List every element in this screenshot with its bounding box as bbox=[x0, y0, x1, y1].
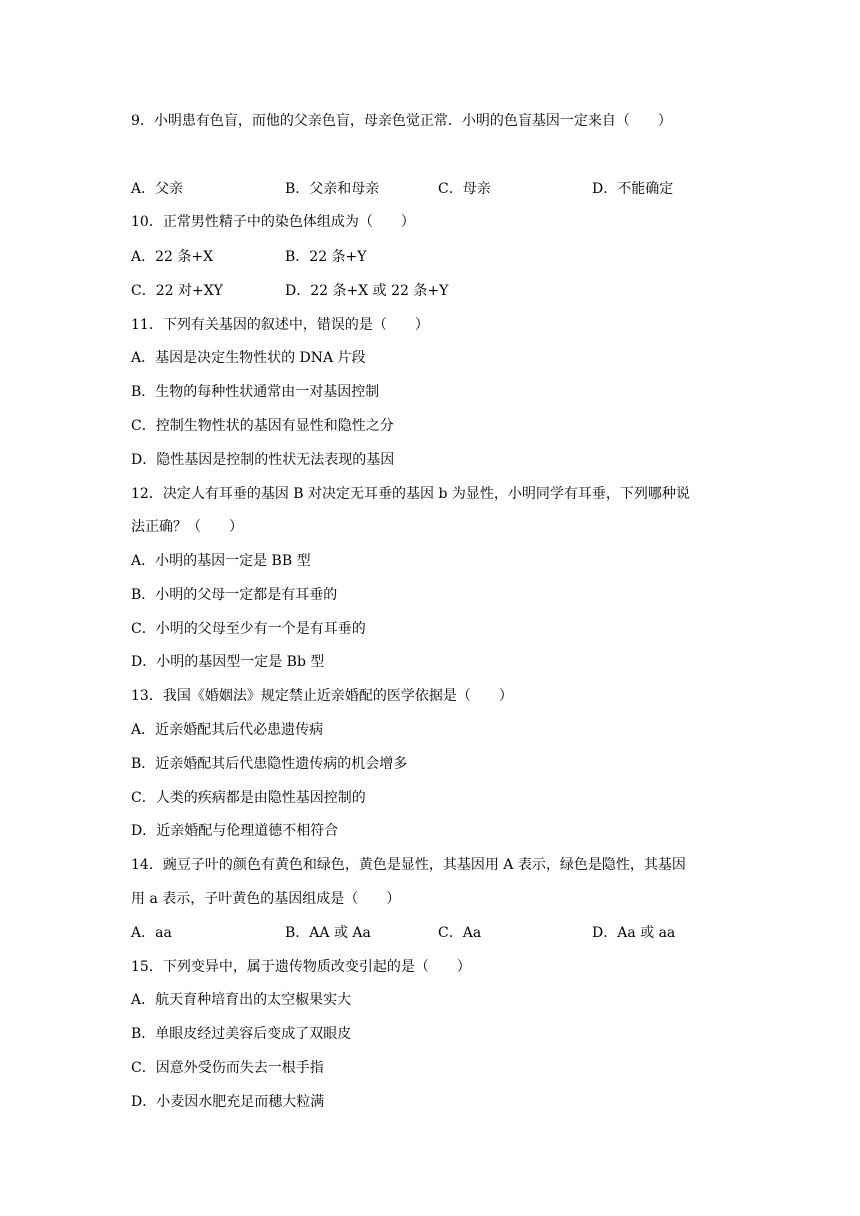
question-14-option-a: A．aa bbox=[131, 925, 172, 941]
question-12-option-a: A．小明的基因一定是 BB 型 bbox=[131, 553, 311, 569]
question-9-option-c: C．母亲 bbox=[438, 181, 491, 197]
question-13-option-c: C．人类的疾病都是由隐性基因控制的 bbox=[131, 790, 366, 806]
question-15-option-d: D．小麦因水肥充足而穗大粒满 bbox=[131, 1094, 325, 1110]
question-10-stem: 10．正常男性精子中的染色体组成为（ ） bbox=[131, 214, 415, 230]
question-13-stem: 13．我国《婚姻法》规定禁止近亲婚配的医学依据是（ ） bbox=[131, 688, 513, 704]
question-12-stem-line1: 12．决定人有耳垂的基因 B 对决定无耳垂的基因 b 为显性，小明同学有耳垂，下列哪种说 bbox=[131, 486, 690, 502]
question-15-option-a: A．航天育种培育出的太空椒果实大 bbox=[131, 992, 352, 1008]
question-12-stem-line2: 法正确？（ ） bbox=[131, 519, 243, 535]
question-9-option-d: D．不能确定 bbox=[592, 181, 674, 197]
question-13-option-a: A．近亲婚配其后代必患遗传病 bbox=[131, 722, 324, 738]
question-10-option-b: B．22 条+Y bbox=[285, 249, 367, 265]
question-15-stem: 15．下列变异中，属于遗传物质改变引起的是（ ） bbox=[131, 959, 471, 975]
question-11-option-d: D．隐性基因是控制的性状无法表现的基因 bbox=[131, 452, 395, 468]
question-10-option-a: A．22 条+X bbox=[131, 249, 214, 265]
question-13-option-d: D．近亲婚配与伦理道德不相符合 bbox=[131, 823, 339, 839]
question-10-option-c: C．22 对+XY bbox=[131, 283, 223, 299]
question-11-stem: 11．下列有关基因的叙述中，错误的是（ ） bbox=[131, 317, 429, 333]
question-13-option-b: B．近亲婚配其后代患隐性遗传病的机会增多 bbox=[131, 756, 408, 772]
question-11-option-c: C．控制生物性状的基因有显性和隐性之分 bbox=[131, 418, 394, 434]
question-14-stem-line1: 14．豌豆子叶的颜色有黄色和绿色，黄色是显性，其基因用 A 表示，绿色是隐性，其基因 bbox=[131, 857, 686, 873]
question-12-option-b: B．小明的父母一定都是有耳垂的 bbox=[131, 587, 338, 603]
question-15-option-b: B．单眼皮经过美容后变成了双眼皮 bbox=[131, 1026, 352, 1042]
question-9-option-b: B．父亲和母亲 bbox=[285, 181, 380, 197]
question-11-option-a: A．基因是决定生物性状的 DNA 片段 bbox=[131, 350, 366, 366]
question-14-option-d: D．Aa 或 aa bbox=[592, 925, 676, 941]
question-14-option-b: B．AA 或 Aa bbox=[285, 925, 371, 941]
question-11-option-b: B．生物的每种性状通常由一对基因控制 bbox=[131, 384, 380, 400]
question-15-option-c: C．因意外受伤而失去一根手指 bbox=[131, 1060, 324, 1076]
question-12-option-d: D．小明的基因型一定是 Bb 型 bbox=[131, 654, 325, 670]
question-14-stem-line2: 用 a 表示，子叶黄色的基因组成是（ ） bbox=[131, 891, 401, 907]
question-9-stem: 9．小明患有色盲，而他的父亲色盲，母亲色觉正常．小明的色盲基因一定来自（ ） bbox=[131, 113, 672, 129]
question-9-option-a: A．父亲 bbox=[131, 181, 184, 197]
question-12-option-c: C．小明的父母至少有一个是有耳垂的 bbox=[131, 621, 366, 637]
question-14-option-c: C．Aa bbox=[438, 925, 482, 941]
question-10-option-d: D．22 条+X 或 22 条+Y bbox=[285, 283, 449, 299]
